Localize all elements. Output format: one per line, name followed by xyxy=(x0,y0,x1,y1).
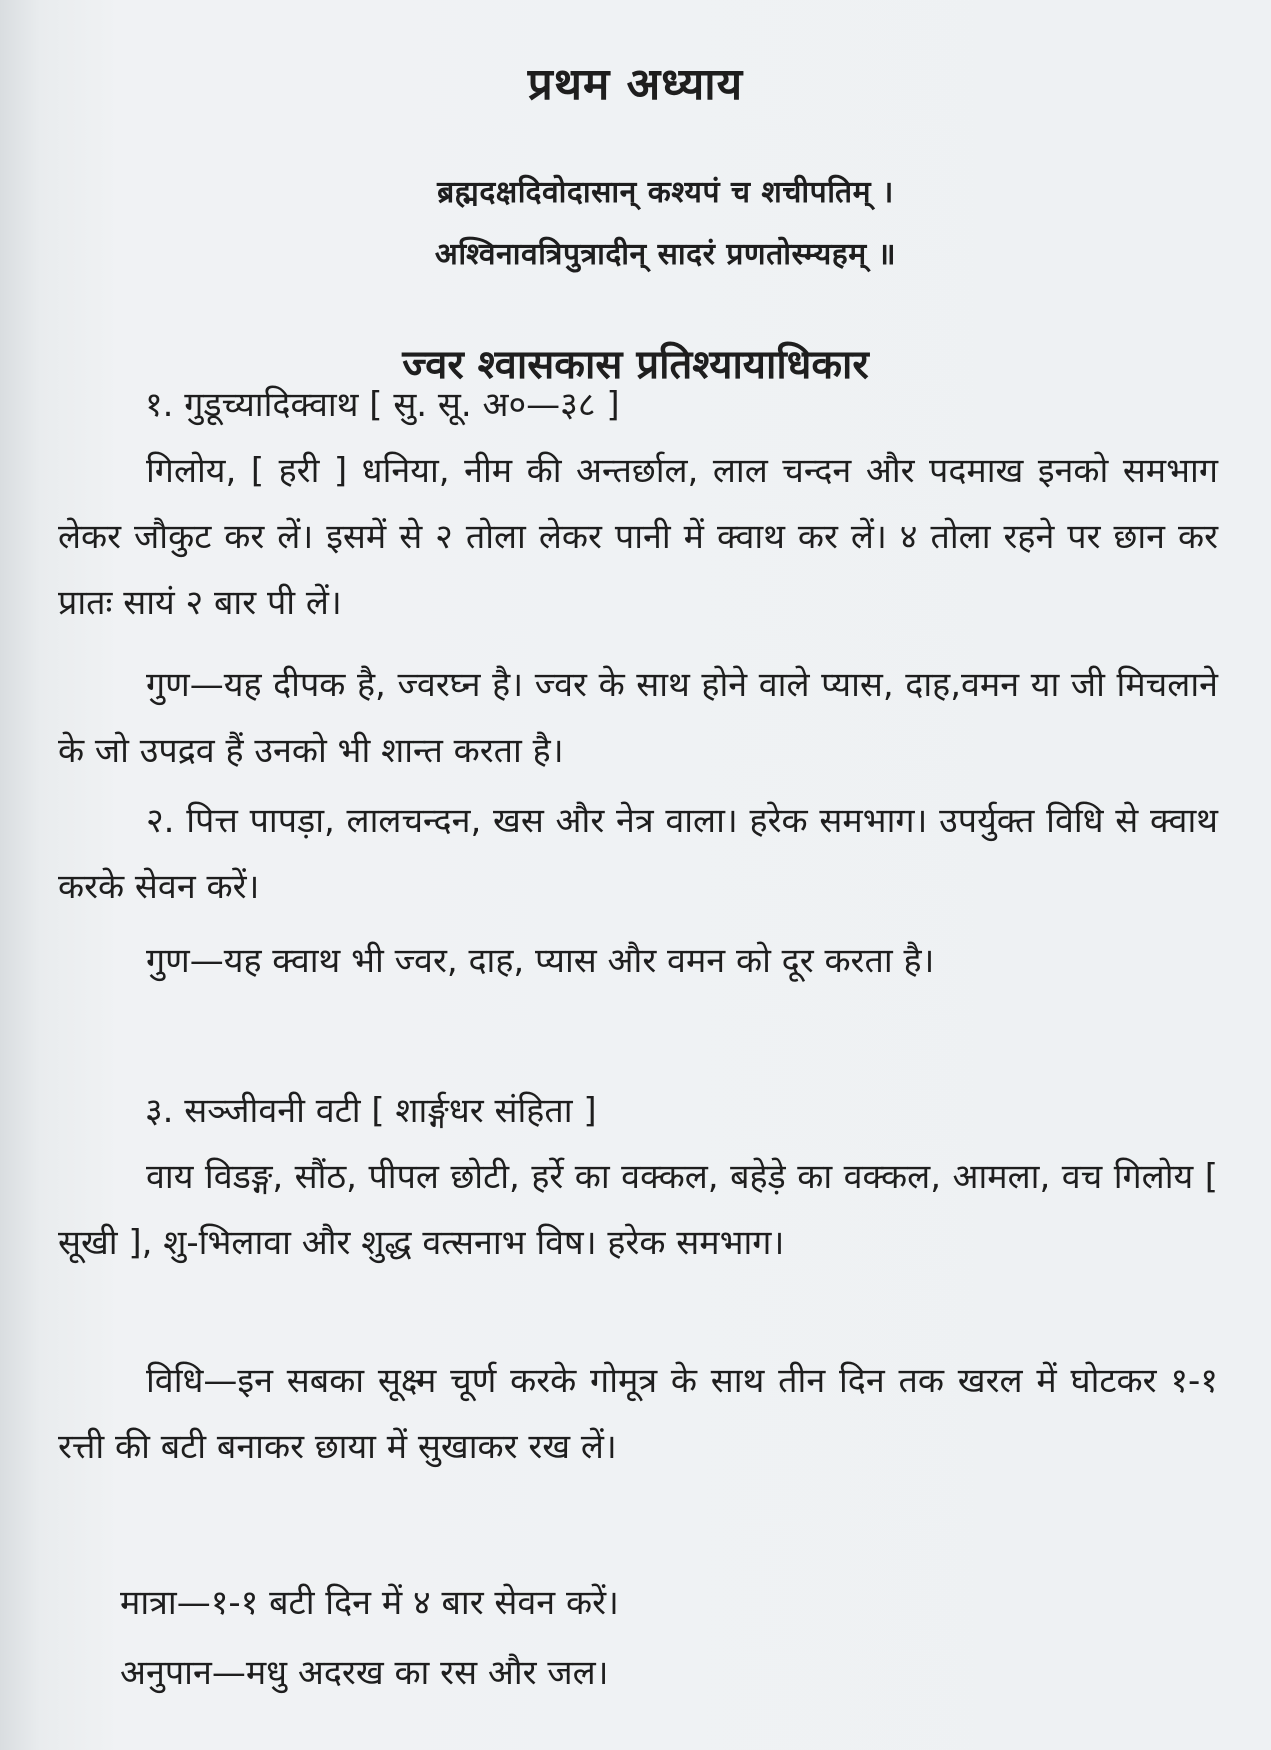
section-title: ज्वर श्वासकास प्रतिश्यायाधिकार xyxy=(402,342,869,388)
recipe-3-vidhi-text: विधि—इन सबका सूक्ष्म चूर्ण करके गोमूत्र के साथ तीन दिन तक खरल में घोटकर १-१ रत्ती की बटी बनाकर छाया में सुखाकर रख लें। xyxy=(58,1361,1218,1467)
recipe-3-ingredients xyxy=(58,1144,1218,1276)
recipe-3-ingredients-text: वाय विडङ्ग, सौंठ, पीपल छोटी, हर्रे का वक्कल, बहेड़े का वक्कल, आमला, वच गिलोय [ सूखी ], शु-भिलावा और शुद्ध वत्सनाभ विष। हरेक समभाग। xyxy=(58,1157,1218,1263)
recipe-3-matra: मात्रा—१-१ बटी दिन में ४ बार सेवन करें। xyxy=(120,1583,619,1623)
recipe-1-guna xyxy=(58,652,1218,784)
recipe-2-guna-text: गुण—यह क्वाथ भी ज्वर, दाह, प्यास और वमन को दूर करता है। xyxy=(146,941,935,981)
recipe-2-guna xyxy=(58,928,1218,994)
recipe-1-guna-text: गुण—यह दीपक है, ज्वरघ्न है। ज्वर के साथ होने वाले प्यास, दाह,वमन या जी मिचलाने के जो उपद्रव हैं उनको भी शान्त करता है। xyxy=(58,665,1218,771)
recipe-2-body-text: २. पित्त पापड़ा, लालचन्दन, खस और नेत्र वाला। हरेक समभाग। उपर्युक्त विधि से क्वाथ करके सेवन करें। xyxy=(58,801,1218,907)
recipe-1-body-text: गिलोय, [ हरी ] धनिया, नीम की अन्तर्छाल, लाल चन्दन और पदमाख इनको समभाग लेकर जौकुट कर लें। इसमें से २ तोला लेकर पानी में क्वाथ कर लें। ४ तोला रहने पर छान कर प्रातः सायं २ बार पी लें। xyxy=(58,451,1218,623)
recipe-3-anupan: अनुपान—मधु अदरख का रस और जल। xyxy=(120,1653,609,1693)
recipe-3-vidhi xyxy=(58,1348,1218,1480)
recipe-1-body xyxy=(58,438,1218,636)
chapter-title: प्रथम अध्याय xyxy=(527,59,744,110)
verse-line-1: ब्रह्मदक्षदिवोदासान् कश्यपं च शचीपतिम् । xyxy=(437,175,894,210)
recipe-3-heading: ३. सञ्जीवनी वटी [ शार्ङ्गधर संहिता ] xyxy=(145,1091,597,1131)
verse-line-2: अश्विनावत्रिपुत्रादीन् सादरं प्रणतोस्म्यहम् ॥ xyxy=(434,237,897,272)
recipe-1-heading: १. गुडूच्यादिक्वाथ [ सु. सू. अ०—३८ ] xyxy=(145,385,620,425)
recipe-2-body xyxy=(58,788,1218,920)
